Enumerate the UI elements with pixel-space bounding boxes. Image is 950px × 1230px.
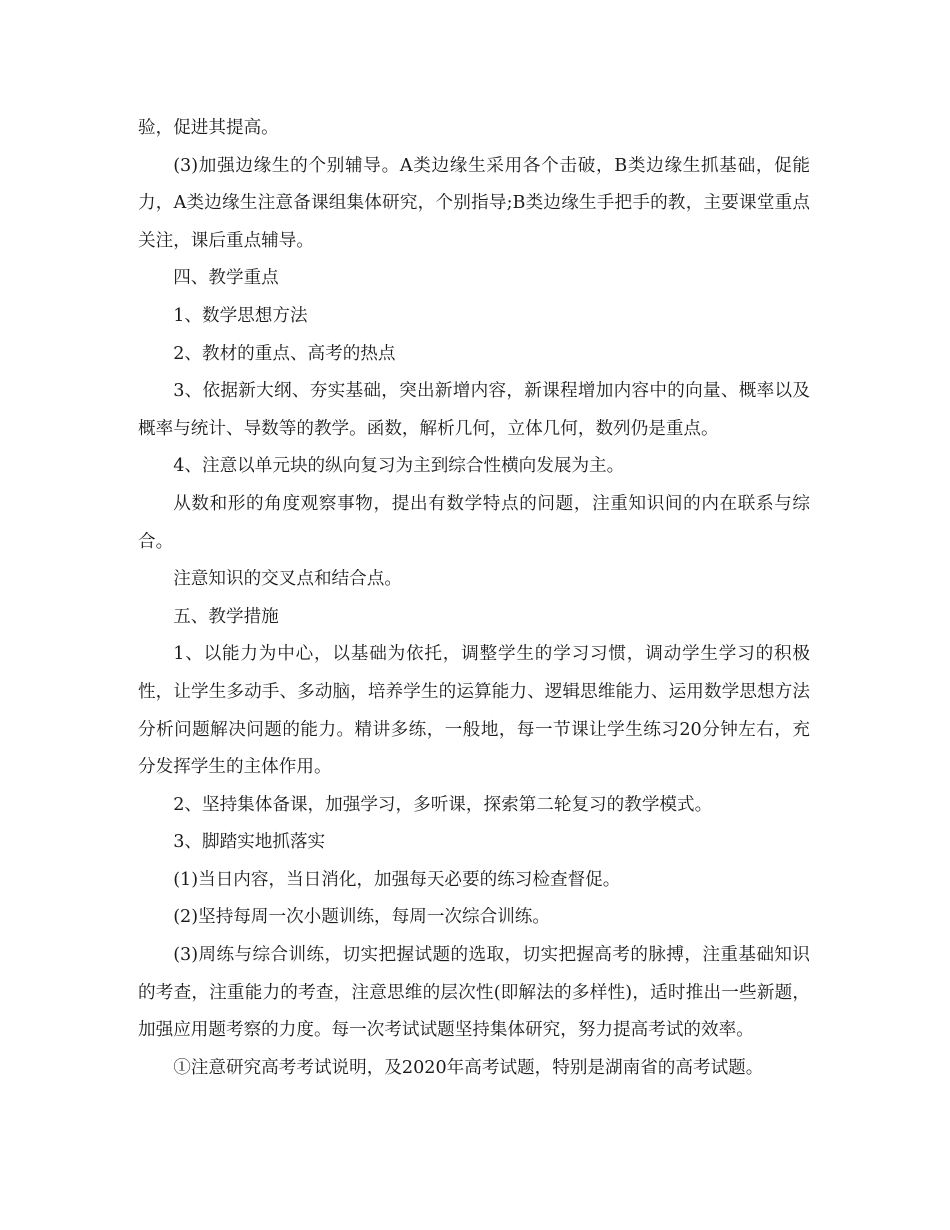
sub-list-item: (2)坚持每周一次小题训练，每周一次综合训练。 <box>173 907 550 928</box>
paragraph: 注意知识的交叉点和结合点。 <box>173 569 402 590</box>
list-item: 1、以能力为中心，以基础为依托，调整学生的学习习惯，调动学生学习的积极性，让学生多动手、多动脑，培养学生的运算能力、逻辑思维能力、运用数学思想方法分析问题解决问题的能力。精讲多练，一般地，每一节课让学生练习20分钟左右，充分发挥学生的主体作用。 <box>138 644 810 778</box>
section-heading: 五、教学措施 <box>173 606 279 627</box>
list-item: 4、注意以单元块的纵向复习为主到综合性横向发展为主。 <box>173 456 625 477</box>
numbered-note: ①注意研究高考考试说明，及2020年高考试题，特别是湖南省的高考试题。 <box>173 1057 764 1078</box>
list-item: 2、教材的重点、高考的热点 <box>173 343 396 364</box>
list-item: 3、脚踏实地抓落实 <box>173 832 326 853</box>
paragraph: 从数和形的角度观察事物，提出有数学特点的问题，注重知识间的内在联系与综合。 <box>138 493 810 552</box>
document-body <box>138 110 810 1087</box>
list-item: 2、坚持集体备课，加强学习，多听课，探索第二轮复习的教学模式。 <box>173 794 713 815</box>
section-heading: 四、教学重点 <box>173 268 279 289</box>
list-item: 3、依据新大纲、夯实基础，突出新增内容，新课程增加内容中的向量、概率以及概率与统计、导数等的教学。函数，解析几何，立体几何，数列仍是重点。 <box>138 381 810 439</box>
paragraph: 验，促进其提高。 <box>138 118 279 138</box>
paragraph: (3)加强边缘生的个别辅导。A类边缘生采用各个击破，B类边缘生抓基础，促能力，A类边缘生注意备课组集体研究，个别指导;B类边缘生手把手的教，主要课堂重点关注，课后重点辅导。 <box>138 155 810 251</box>
list-item: 1、数学思想方法 <box>173 305 308 326</box>
sub-list-item: (1)当日内容，当日消化，加强每天必要的练习检查督促。 <box>173 869 621 890</box>
sub-list-item: (3)周练与综合训练，切实把握试题的选取，切实把握高考的脉搏，注重基础知识的考查，注重能力的考查，注意思维的层次性(即解法的多样性)，适时推出一些新题，加强应用题考察的力度。每一次考试试题坚持集体研究，努力提高考试的效率。 <box>138 945 810 1041</box>
